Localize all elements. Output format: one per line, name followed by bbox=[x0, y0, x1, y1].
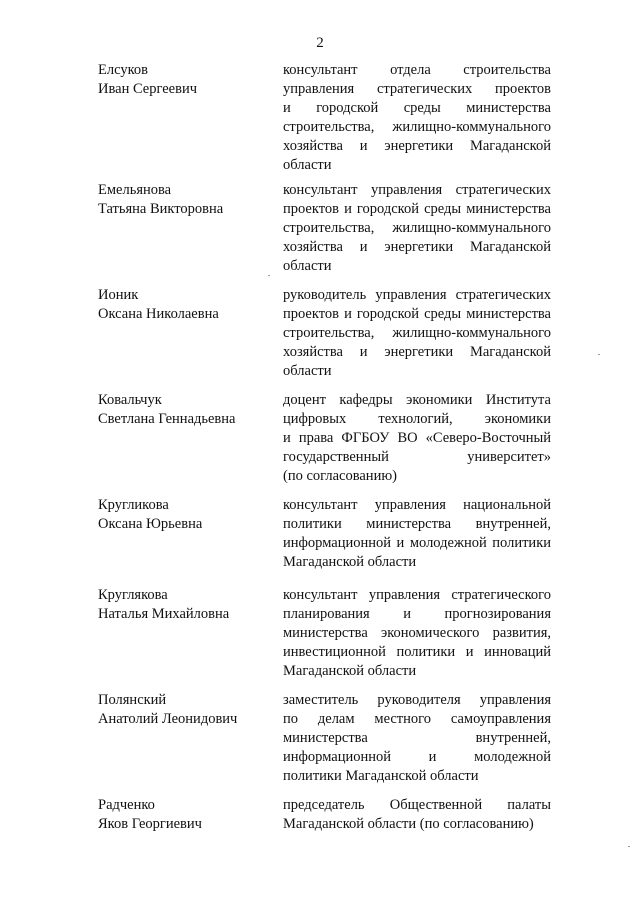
member-position bbox=[283, 691, 551, 786]
page-number: 2 bbox=[316, 35, 324, 51]
member-name bbox=[98, 181, 273, 219]
position-line: доцент кафедры экономики Института bbox=[283, 392, 551, 408]
position-line: заместитель руководителя управления bbox=[283, 692, 551, 708]
position-line: области bbox=[283, 258, 332, 274]
member-position bbox=[283, 496, 551, 572]
position-line: политики Магаданской области bbox=[283, 768, 479, 784]
position-line: министерства внутренней, bbox=[283, 730, 551, 746]
position-line: планирования и прогнозирования bbox=[283, 606, 551, 622]
member-position bbox=[283, 391, 551, 486]
member-position bbox=[283, 181, 551, 276]
position-line: информационной и молодежной bbox=[283, 749, 551, 765]
member-given-names: Наталья Михайловна bbox=[98, 606, 230, 622]
position-line: инвестиционной политики и инноваций bbox=[283, 644, 551, 660]
member-position bbox=[283, 796, 551, 834]
member-given-names: Татьяна Викторовна bbox=[98, 201, 224, 217]
member-surname: Емельянова bbox=[98, 182, 172, 198]
position-line: проектов и городской среды министерства bbox=[283, 201, 551, 217]
position-line: цифровых технологий, экономики bbox=[283, 411, 551, 427]
position-line: информационной и молодежной политики bbox=[283, 535, 551, 551]
position-line: области bbox=[283, 363, 332, 379]
member-surname: Полянский bbox=[98, 692, 167, 708]
position-line: и права ФГБОУ ВО «Северо-Восточный bbox=[283, 430, 551, 446]
position-line: Магаданской области bbox=[283, 554, 417, 570]
member-surname: Круглякова bbox=[98, 587, 168, 603]
member-given-names: Оксана Николаевна bbox=[98, 306, 219, 322]
position-line: председатель Общественной палаты bbox=[283, 797, 551, 813]
member-surname: Ковальчук bbox=[98, 392, 162, 408]
member-name bbox=[98, 586, 273, 624]
member-given-names: Оксана Юрьевна bbox=[98, 516, 203, 532]
member-surname: Ионик bbox=[98, 287, 139, 303]
scan-speck bbox=[268, 275, 270, 276]
member-name bbox=[98, 796, 273, 834]
member-name bbox=[98, 691, 273, 729]
member-surname: Кругликова bbox=[98, 497, 169, 513]
member-name bbox=[98, 61, 273, 99]
position-line: руководитель управления стратегических bbox=[283, 287, 551, 303]
position-line: Магаданской области bbox=[283, 663, 417, 679]
position-line: управления стратегических проектов bbox=[283, 81, 551, 97]
position-line: строительства, жилищно-коммунального bbox=[283, 119, 551, 135]
position-line: консультант управления национальной bbox=[283, 497, 551, 513]
position-line: консультант управления стратегического bbox=[283, 587, 551, 603]
position-line: хозяйства и энергетики Магаданской bbox=[283, 344, 551, 360]
member-surname: Радченко bbox=[98, 797, 155, 813]
position-line: проектов и городской среды министерства bbox=[283, 306, 551, 322]
member-surname: Елсуков bbox=[98, 62, 148, 78]
position-line: консультант отдела строительства bbox=[283, 62, 551, 78]
position-line: (по согласованию) bbox=[283, 468, 397, 484]
position-line: политики министерства внутренней, bbox=[283, 516, 551, 532]
position-line: области bbox=[283, 157, 332, 173]
position-line: государственный университет» bbox=[283, 449, 551, 465]
position-line: министерства экономического развития, bbox=[283, 625, 551, 641]
member-position bbox=[283, 61, 551, 175]
position-line: по делам местного самоуправления bbox=[283, 711, 551, 727]
member-name bbox=[98, 391, 273, 429]
position-line: строительства, жилищно-коммунального bbox=[283, 325, 551, 341]
scan-speck bbox=[628, 846, 630, 847]
position-line: консультант управления стратегических bbox=[283, 182, 551, 198]
position-line: Магаданской области (по согласованию) bbox=[283, 816, 534, 832]
member-position bbox=[283, 286, 551, 381]
member-given-names: Яков Георгиевич bbox=[98, 816, 202, 832]
member-given-names: Светлана Геннадьевна bbox=[98, 411, 236, 427]
member-given-names: Анатолий Леонидович bbox=[98, 711, 238, 727]
member-name bbox=[98, 496, 273, 534]
position-line: хозяйства и энергетики Магаданской bbox=[283, 239, 551, 255]
position-line: строительства, жилищно-коммунального bbox=[283, 220, 551, 236]
member-position bbox=[283, 586, 551, 681]
position-line: хозяйства и энергетики Магаданской bbox=[283, 138, 551, 154]
position-line: и городской среды министерства bbox=[283, 100, 551, 116]
scan-speck bbox=[598, 354, 600, 355]
member-name bbox=[98, 286, 273, 324]
member-given-names: Иван Сергеевич bbox=[98, 81, 198, 97]
